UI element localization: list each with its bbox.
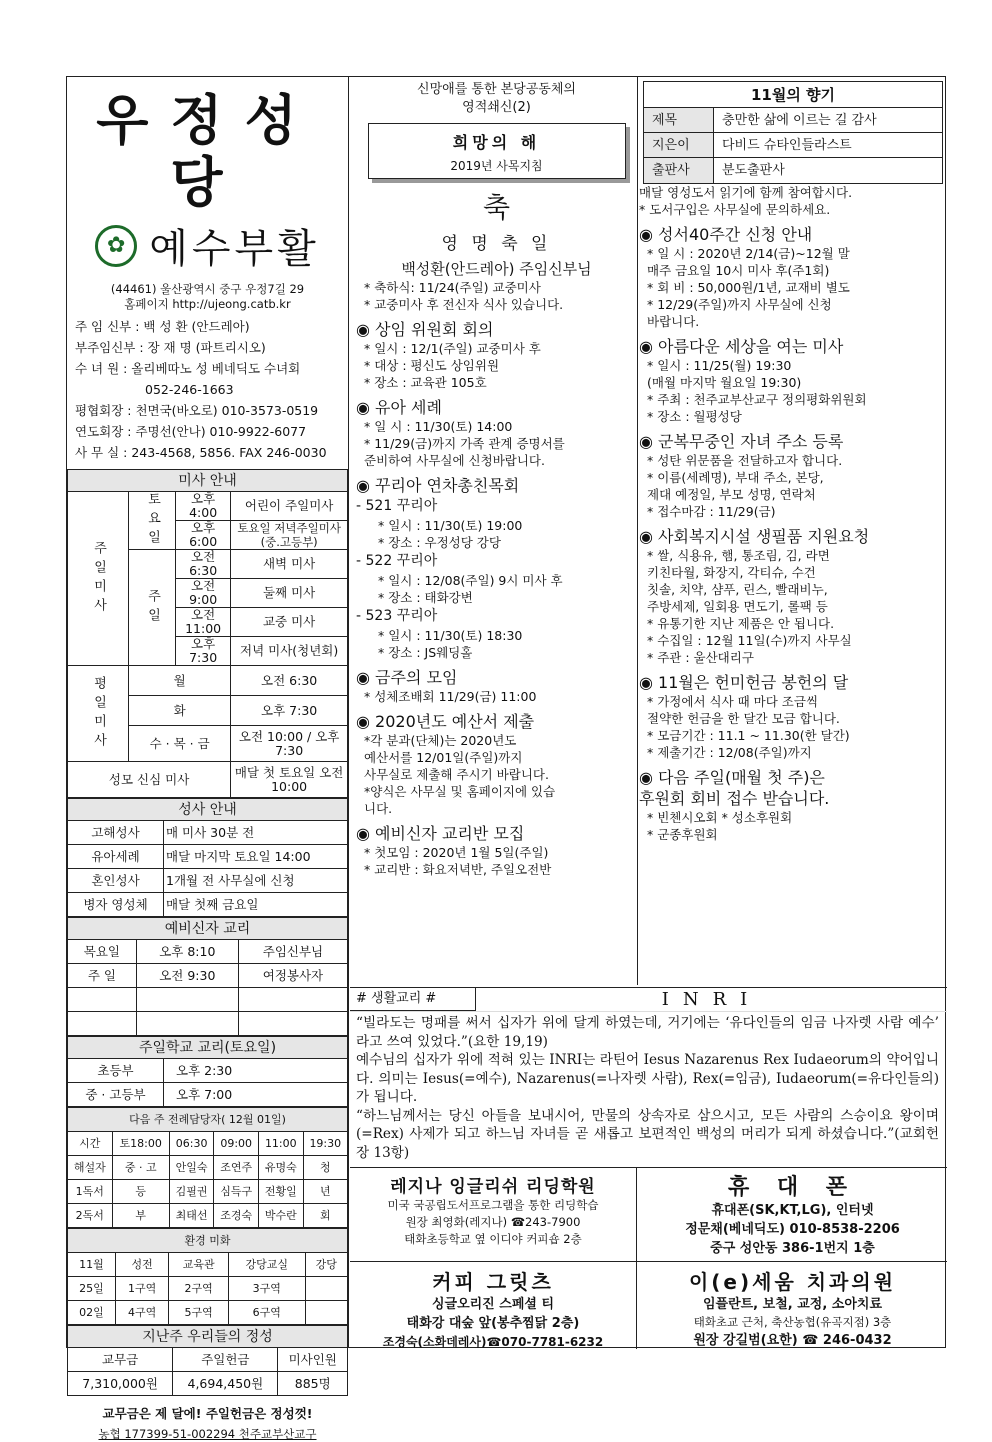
text-line: ◉ 꾸리아 연차총친목회 <box>356 476 520 495</box>
text-line: 6구역 <box>228 1301 305 1325</box>
mass-time: 오후 7:30 <box>176 637 231 666</box>
text-line: 준비하여 사무실에 신청바랍니다. <box>364 453 545 468</box>
sunday-label: 주일 <box>129 550 176 666</box>
text-line: 키친타월, 화장지, 각티슈, 수건 <box>647 565 816 580</box>
text-line: * 유통기한 지난 제품은 안 됩니다. <box>647 616 835 631</box>
sundayschool-table <box>67 1036 348 1107</box>
saturday-label: 토요일 <box>129 492 176 550</box>
env-table <box>67 1228 348 1325</box>
sacrament-header: 성사 안내 <box>68 799 348 821</box>
feast-title: 영 명 축 일 <box>441 234 552 254</box>
text-line: * 11/29(금)까지 가족 관계 증명서를 <box>364 436 565 451</box>
parish-logo-icon: ✿ <box>95 225 137 267</box>
hope-title: 희망의 해 <box>452 133 541 152</box>
liturgy-col: 토18:00 <box>112 1132 169 1156</box>
text-line: * 축하식: 11/24(주일) 교중미사 <box>364 280 541 295</box>
catechism-inri-section <box>350 987 947 1162</box>
text-line: 2독서 <box>68 1204 113 1228</box>
hope-subtitle: 2019년 사목지침 <box>450 159 543 173</box>
advertisement-area <box>350 1167 947 1349</box>
sacrament-info: 매 미사 30분 전 <box>164 821 348 845</box>
text-line: 5구역 <box>169 1301 229 1325</box>
text-line: * 일 시 : 2020년 2/14(금)~12월 말 <box>647 246 850 261</box>
ad-dental-clinic <box>638 1266 947 1350</box>
mass-time: 오후 4:00 <box>176 492 231 521</box>
year-of-hope-box <box>368 123 626 179</box>
sacrament-name: 고해성사 <box>68 821 164 845</box>
sunday-mass-label: 주일미사 <box>68 492 129 666</box>
text-line: 조경숙 <box>214 1204 259 1228</box>
text-line: 등 <box>112 1180 169 1204</box>
school-time: 오후 7:00 <box>164 1083 348 1107</box>
text-line: * 첫모임 : 2020년 1월 5일(주일) <box>364 845 549 860</box>
text-line: ◉ 2020년도 예산서 제출 <box>356 712 535 731</box>
text-line: * 가정에서 식사 때 마다 조금씩 <box>647 694 819 709</box>
text-line: 조연주 <box>214 1156 259 1180</box>
sacrament-info: 매달 첫째 금요일 <box>164 893 348 917</box>
sacrament-name: 혼인성사 <box>68 869 164 893</box>
text-line: 11월 <box>68 1253 116 1277</box>
staff-line: 사 무 실 : 243-4568, 5856. FAX 246-0030 <box>75 445 327 460</box>
infant-baptism-notice <box>356 397 637 469</box>
text-line: 1독서 <box>68 1180 113 1204</box>
text-line: * 일시 : 11/30(토) 19:00 <box>378 518 523 533</box>
text-line: 이(e)세움 치과의원 <box>688 1270 897 1294</box>
staff-line: 052-246-1663 <box>145 382 234 397</box>
text-line: 출판사 <box>644 158 714 183</box>
ad-reading-academy <box>350 1172 636 1248</box>
mass-header: 미사 안내 <box>68 470 348 492</box>
text-line: * 주관 : 울산대리구 <box>647 650 754 665</box>
footer-slogan: 교무금은 제 달에! 주일헌금은 정성껏! <box>102 1406 313 1421</box>
text-line: ◉ 금주의 모임 <box>356 668 458 687</box>
inri-paragraph: 예수님의 십자가 위에 적혀 있는 INRI는 라틴어 Iesus Nazarenus Rex Iudaeorum의 약어입니다. 의미는 Iesus(=예수), Nazarenus(=나자렛 사람), Rex(=임금), Iudaeorum(=유다인들의) 가 됩니다. <box>356 1052 939 1105</box>
text-line: * 모금기간 : 11.1 ~ 11.30(한 달간) <box>647 728 850 743</box>
ad-mobile-phone <box>638 1170 947 1258</box>
mass-table <box>67 469 348 798</box>
text-line: * 도서구입은 사무실에 문의하세요. <box>639 202 831 217</box>
sacrament-info: 매달 마지막 토요일 14:00 <box>164 845 348 869</box>
support-fee-notice <box>639 767 947 843</box>
catechumen-table <box>67 917 348 1036</box>
celebration-badge-icon: 축 <box>482 191 511 224</box>
text-line: - 521 꾸리아 <box>356 498 438 514</box>
text-line: 매달 영성도서 읽기에 함께 참여합시다. <box>639 185 853 200</box>
curia-notice <box>356 475 637 661</box>
school-grade: 초등부 <box>68 1059 164 1083</box>
text-line: * 일시 : 11/30(토) 18:30 <box>378 628 523 643</box>
standing-committee-notice <box>356 319 637 391</box>
parish-subtitle: 예수부활 <box>149 226 320 272</box>
text-line: * 장소 : 교육관 105호 <box>364 375 487 390</box>
text-line: 중구 성안동 386-1번지 1층 <box>710 1241 875 1256</box>
text-line: 커피 그릿츠 <box>432 1270 554 1294</box>
text-line: 4구역 <box>115 1301 169 1325</box>
text-line: 매주 금요일 10시 미사 후(주1회) <box>647 263 830 278</box>
staff-line: 부주임신부 : 장 재 명 (파트리시오) <box>75 340 266 355</box>
text-line: * 주최 : 천주교부산교구 정의평화위원회 <box>647 392 867 407</box>
text-line: 원장 강길범(요한) ☎ 246-0432 <box>693 1333 892 1348</box>
text-line: * 성체조배회 11/29(금) 11:00 <box>364 689 537 704</box>
offering-value: 4,694,450원 <box>173 1372 278 1396</box>
text-line: 임플란트, 보철, 교정, 소아치료 <box>702 1297 883 1312</box>
ad-coffee-grits <box>350 1266 636 1352</box>
weekday-day: 월 <box>129 666 231 696</box>
offering-value: 885명 <box>278 1372 348 1396</box>
text-line: ◉ 군복무중인 자녀 주소 등록 <box>639 432 844 451</box>
mass-time: 오전11:00 <box>176 608 231 637</box>
bible-40weeks-notice <box>639 224 947 330</box>
text-line: 영적쇄신(2) <box>462 100 531 115</box>
text-line: 태화강 대숲 앞(봉추찜닭 2층) <box>406 1316 580 1331</box>
staff-line: 주 임 신부 : 백 성 환 (안드레아) <box>75 319 250 334</box>
weekday-time: 오전 10:00 / 오후 7:30 <box>231 726 348 762</box>
weekday-day: 화 <box>129 696 231 726</box>
mass-name: 저녁 미사(청년회) <box>231 637 348 666</box>
text-line: * 군종후원회 <box>647 827 718 842</box>
book-of-month-box <box>643 81 943 184</box>
catechumen-time: 오후 8:10 <box>136 940 238 964</box>
theme-top <box>356 81 637 117</box>
liturgy-col: 06:30 <box>169 1132 214 1156</box>
text-line: 신망애를 통한 본당공동체의 <box>417 82 576 97</box>
text-line: * 장소 : 우정성당 강당 <box>378 535 501 550</box>
text-line: * 수집일 : 12월 11일(수)까지 사무실 <box>647 633 852 648</box>
catechumen-leader: 여정봉사자 <box>238 964 347 988</box>
catechumen-day: 목요일 <box>68 940 137 964</box>
text-line: 김필권 <box>169 1180 214 1204</box>
beautiful-world-mass-notice <box>639 336 947 425</box>
welfare-supplies-notice <box>639 526 947 666</box>
text-line: 해설자 <box>68 1156 113 1180</box>
text-line: 다비드 슈타인들라스트 <box>722 138 852 153</box>
text-line: 심득구 <box>214 1180 259 1204</box>
text-line: * 회 비 : 50,000원/1년, 교재비 별도 <box>647 280 850 295</box>
text-line: 칫솔, 치약, 샴푸, 린스, 빨래비누, <box>647 582 828 597</box>
parish-title: 우정성당 <box>96 88 319 214</box>
text-line: ◉ 사회복지시설 생필품 지원요청 <box>639 527 870 546</box>
sacrament-info: 1개월 전 사무실에 신청 <box>164 869 348 893</box>
text-line: 교육관 <box>169 1253 229 1277</box>
sacrament-table <box>67 798 348 917</box>
text-line: 휴 대 폰 <box>727 1175 858 1200</box>
text-line: 2구역 <box>169 1277 229 1301</box>
offering-value: 7,310,000원 <box>68 1372 173 1396</box>
text-line: 충만한 삶에 이르는 길 감사 <box>722 113 877 128</box>
text-line: * 이름(세례명), 부대 주소, 본당, <box>647 470 824 485</box>
text-line: *양식은 사무실 및 홈페이지에 있습 <box>364 784 556 799</box>
text-line: 조경숙(소화데레사)☎070-7781-6232 <box>382 1335 604 1349</box>
catechumen-day: 주 일 <box>68 964 137 988</box>
sacrament-name: 병자 영성체 <box>68 893 164 917</box>
mass-time: 오전 6:30 <box>176 550 231 579</box>
inri-title: INRI <box>661 989 762 1010</box>
inri-paragraph: “하느님께서는 당신 아들을 보내시어, 만물의 상속자로 삼으시고, 모든 사람의 스승이요 왕이며(=Rex) 사제가 되고 하느님 자녀들 곧 새롭고 보편적인 백성의 머리가 되게 하셨습니다.”(교회헌장 13항) <box>356 1107 939 1161</box>
text-line: ◉ 성서40주간 신청 안내 <box>639 225 813 244</box>
text-line: 태화초등학교 옆 이디야 커피숍 2층 <box>404 1232 582 1246</box>
staff-line: 연도회장 : 주명선(안나) 010-9922-6077 <box>75 424 307 439</box>
weekday-day: 수 · 목 · 금 <box>129 726 231 762</box>
mass-name: 둘째 미사 <box>231 579 348 608</box>
text-line: 02일 <box>68 1301 116 1325</box>
book-box-title: 11월의 향기 <box>644 82 942 108</box>
text-line: 교무금 <box>68 1348 173 1372</box>
text-line: 주방세제, 일회용 면도기, 롤팩 등 <box>647 599 828 614</box>
text-line: * 일 시 : 11/30(토) 14:00 <box>364 419 513 434</box>
text-line: 부 <box>112 1204 169 1228</box>
text-line: 원장 최영화(레지나) ☎243-7900 <box>405 1215 581 1229</box>
text-line: 후원회 회비 접수 받습니다. <box>639 789 830 808</box>
text-line: * 일시 : 12/08(주일) 9시 미사 후 <box>378 573 563 588</box>
liturgy-header: 다음 주 전례담당자( 12월 01일) <box>68 1108 348 1132</box>
text-line: 레지나 잉글리쉬 리딩학원 <box>390 1177 596 1197</box>
text-line: 예산서를 12/01일(주일)까지 <box>364 750 523 765</box>
middle-column <box>350 77 637 878</box>
text-line: 안일숙 <box>169 1156 214 1180</box>
sacrament-name: 유아세례 <box>68 845 164 869</box>
text-line: * 교리반 : 화요저녁반, 주일오전반 <box>364 862 552 877</box>
school-grade: 중 · 고등부 <box>68 1083 164 1107</box>
text-line: 제목 <box>644 108 714 132</box>
catechumen-recruit-notice <box>356 823 637 878</box>
text-line: 주일헌금 <box>173 1348 278 1372</box>
weekday-time: 오후 7:30 <box>231 696 348 726</box>
feast-name: 백성환(안드레아) 주임신부님 <box>401 260 592 278</box>
text-line: 정문채(베네딕도) 010-8538-2206 <box>685 1222 900 1237</box>
text-line: * 대상 : 평신도 상임위원 <box>364 358 500 373</box>
text-line: ◉ 상임 위원회 회의 <box>356 320 494 339</box>
text-line: 사무실로 제출해 주시기 바랍니다. <box>364 767 549 782</box>
staff-line: 평협회장 : 천면국(바오로) 010-3573-0519 <box>75 403 319 418</box>
text-line: 싱글오리진 스페셜 티 <box>431 1297 555 1312</box>
text-line: 성전 <box>115 1253 169 1277</box>
offering-table <box>67 1325 348 1396</box>
budget-notice <box>356 711 637 817</box>
mass-name: 새벽 미사 <box>231 550 348 579</box>
text-line: 청 <box>303 1156 347 1180</box>
inri-paragraph: “빌라도는 명패를 써서 십자가 위에 달게 하였는데, 거기에는 ‘유다인들의 임금 나자렛 사람 예수’ 라고 쓰여 있었다.”(요한 19,19) <box>356 1015 939 1050</box>
text-line: * 장소 : 태화강변 <box>378 590 473 605</box>
text-line: - 523 꾸리아 <box>356 608 438 624</box>
text-line: 3구역 <box>228 1277 305 1301</box>
text-line: 회 <box>303 1204 347 1228</box>
text-line: * 12/29(주일)까지 사무실에 신청 <box>647 297 832 312</box>
weekday-mass-label: 평일미사 <box>68 666 129 762</box>
text-line: *각 분과(단체)는 2020년도 <box>364 733 517 748</box>
liturgy-table <box>67 1107 348 1228</box>
bank-account: 농협 177399-51-002294 천주교부산교구 <box>98 1427 317 1441</box>
text-line: * 쌀, 식용유, 햄, 통조림, 김, 라면 <box>647 548 830 563</box>
rice-offering-notice <box>639 672 947 761</box>
text-line: 전황일 <box>259 1180 304 1204</box>
text-line: ◉ 다음 주일(매월 첫 주)은 <box>639 768 825 787</box>
text-line: 유명숙 <box>259 1156 304 1180</box>
text-line: 바랍니다. <box>647 314 700 329</box>
text-line: 지은이 <box>644 133 714 157</box>
mass-name: 교중 미사 <box>231 608 348 637</box>
text-line: (매월 마지막 월요일 19:30) <box>647 375 802 390</box>
text-line: ◉ 예비신자 교리반 모집 <box>356 824 525 843</box>
liturgy-col: 09:00 <box>214 1132 259 1156</box>
liturgy-col: 시간 <box>68 1132 113 1156</box>
bulletin-page <box>66 76 946 1441</box>
text-line: * 장소 : 월평성당 <box>647 409 742 424</box>
sundayschool-header: 주일학교 교리(토요일) <box>68 1037 348 1059</box>
text-line: 25일 <box>68 1277 116 1301</box>
text-line: 휴대폰(SK,KT,LG), 인터넷 <box>711 1203 874 1218</box>
text-line: * 일시 : 11/25(월) 19:30 <box>647 358 792 373</box>
weekday-time: 오전 6:30 <box>231 666 348 696</box>
homepage-link[interactable]: 홈페이지 http://ujeong.catb.kr <box>124 297 291 311</box>
text-line: 박수란 <box>259 1204 304 1228</box>
staff-line: 수 녀 원 : 올리베따노 성 베네딕도 수녀회 <box>75 361 301 376</box>
text-line: 년 <box>303 1180 347 1204</box>
marian-mass-time: 매달 첫 토요일 오전 10:00 <box>231 762 348 798</box>
catechism-tag: # 생활교리 # <box>350 988 476 1011</box>
catechumen-time: 오전 9:30 <box>136 964 238 988</box>
text-line: * 교중미사 후 전신자 식사 있습니다. <box>364 297 564 312</box>
catechumen-header: 예비신자 교리 <box>68 918 348 940</box>
text-line: ◉ 11월은 헌미헌금 봉헌의 달 <box>639 673 849 692</box>
left-column <box>67 77 348 1442</box>
school-time: 오후 2:30 <box>164 1059 348 1083</box>
text-line: 강당 <box>305 1253 347 1277</box>
text-line: 태화초교 근처, 축산농협(유곡지점) 3층 <box>693 1315 892 1329</box>
text-line: 미사인원 <box>278 1348 348 1372</box>
catechumen-leader: 주임신부님 <box>238 940 347 964</box>
text-line: 미국 국공립도서프로그램을 통한 리딩학습 <box>387 1198 599 1212</box>
text-line: * 제출기간 : 12/08(주일)까지 <box>647 745 812 760</box>
text-line: * 접수마감 : 11/29(금) <box>647 504 776 519</box>
text-line: ◉ 아름다운 세상을 여는 미사 <box>639 337 844 356</box>
text-line: - 522 꾸리아 <box>356 553 438 569</box>
address: (44461) 울산광역시 중구 우정7길 29 <box>110 282 305 296</box>
text-line: 강당교실 <box>228 1253 305 1277</box>
text-line: 1구역 <box>115 1277 169 1301</box>
right-column <box>639 77 947 843</box>
text-line: * 성탄 위문품을 전달하고자 합니다. <box>647 453 843 468</box>
text-line: 절약한 헌금을 한 달간 모금 합니다. <box>647 711 840 726</box>
mass-name: 어린이 주일미사 <box>231 492 348 521</box>
mass-time: 오후 6:00 <box>176 521 231 550</box>
weekly-meeting-notice <box>356 667 637 705</box>
text-line: 니다. <box>364 801 393 816</box>
text-line: 중 · 고 <box>112 1156 169 1180</box>
mass-time: 오전 9:00 <box>176 579 231 608</box>
text-line: * 장소 : JS웨딩홀 <box>378 645 473 660</box>
marian-mass-label: 성모 신심 미사 <box>68 762 231 798</box>
text-line: * 일시 : 12/1(주일) 교중미사 후 <box>364 341 541 356</box>
text-line: 최태선 <box>169 1204 214 1228</box>
offering-header: 지난주 우리들의 정성 <box>68 1326 348 1348</box>
text-line: 분도출판사 <box>722 163 785 178</box>
staff-list <box>75 316 348 463</box>
soldier-address-notice <box>639 431 947 520</box>
env-header: 환경 미화 <box>68 1229 348 1253</box>
text-line: 제대 예정일, 부모 성명, 연락처 <box>647 487 816 502</box>
mass-name: 토요일 저녁주일미사 (중.고등부) <box>231 521 348 550</box>
text-line: * 빈첸시오회 * 성소후원회 <box>647 810 793 825</box>
liturgy-col: 11:00 <box>259 1132 304 1156</box>
liturgy-col: 19:30 <box>303 1132 347 1156</box>
text-line: ◉ 유아 세례 <box>356 398 442 417</box>
